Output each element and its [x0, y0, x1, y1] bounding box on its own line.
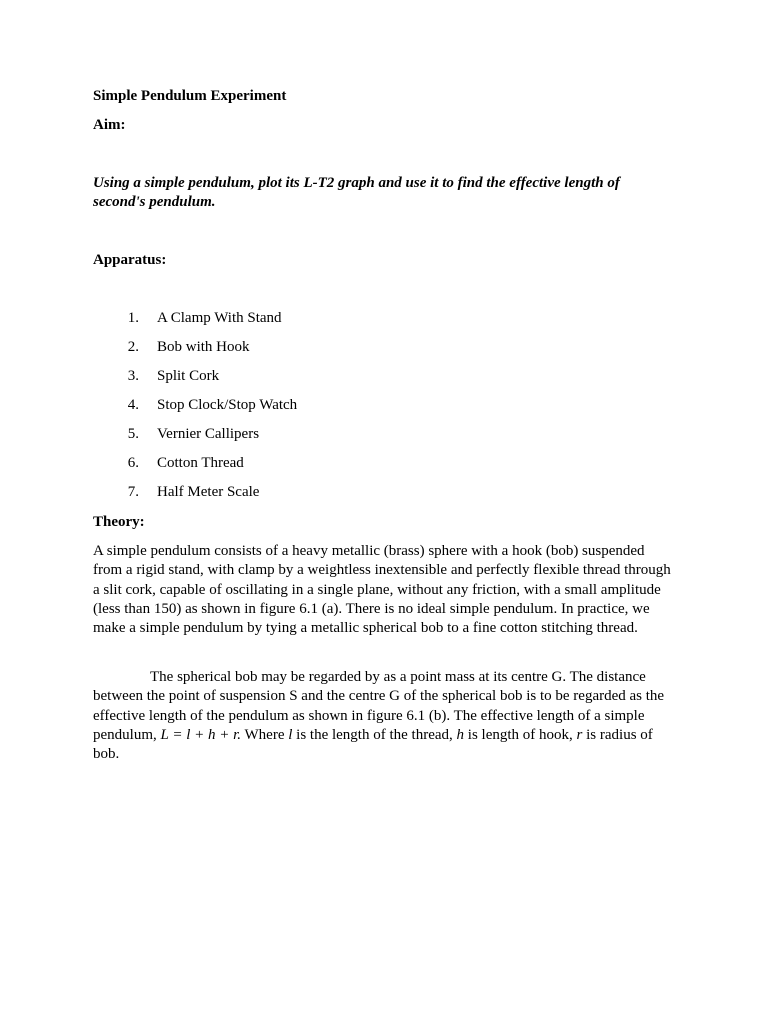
variable-h: h: [456, 726, 465, 743]
document-title: Simple Pendulum Experiment: [93, 88, 287, 104]
aim-text: Using a simple pendulum, plot its L-T2 graph and use it to find the effective length of second's pendulum.: [93, 175, 620, 210]
list-item-text: Split Cork: [157, 368, 220, 384]
list-number: 4.: [127, 397, 139, 413]
list-item: [93, 310, 297, 339]
list-item-text: Cotton Thread: [157, 455, 244, 471]
theory-heading: Theory:: [93, 514, 145, 530]
list-item: [93, 397, 297, 426]
list-number: 2.: [127, 339, 139, 355]
theory-paragraph-1: A simple pendulum consists of a heavy metallic (brass) sphere with a hook (bob) suspended from a rigid stand, with clamp by a weightless inextensible and perfectly flexible thread through a slit cork, capable of oscillating in a single plane, without any friction, with a small amplitude (less than 150) as shown in figure 6.1 (a). There is no ideal simple pendulum. In practice, we make a simple pendulum by tying a metallic spherical bob to a fine cotton stitching thread.: [93, 543, 671, 637]
aim-heading: Aim:: [93, 117, 126, 133]
list-number: 6.: [127, 455, 139, 471]
variable-l: l: [288, 726, 293, 743]
list-item-text: Vernier Callipers: [157, 426, 260, 442]
paragraph-text: The spherical bob may be regarded by as a point mass at its centre G. The distance between the point of suspension S and the centre G of the spherical bob is to be regarded as the effective length of the pendulum as shown in figure 6.1 (b). The effective length of a simple pendulum,: [93, 669, 665, 743]
theory-paragraph-2: [93, 668, 671, 764]
formula: L = l + h + r.: [160, 726, 242, 743]
paragraph-text: is radius of bob.: [93, 726, 653, 763]
list-item-text: Stop Clock/Stop Watch: [157, 397, 298, 413]
list-item: [93, 339, 297, 368]
list-number: 7.: [127, 484, 139, 500]
paragraph-text: is the length of the thread,: [292, 726, 457, 743]
list-item: [93, 484, 297, 513]
list-item-text: Half Meter Scale: [157, 484, 260, 500]
list-item-text: Bob with Hook: [157, 339, 250, 355]
list-item: [93, 368, 297, 397]
list-number: 5.: [127, 426, 139, 442]
apparatus-list: [93, 310, 297, 513]
list-item: [93, 455, 297, 484]
paragraph-text: Where: [241, 726, 289, 743]
list-item: [93, 426, 297, 455]
list-item-text: A Clamp With Stand: [157, 310, 282, 326]
list-number: 3.: [127, 368, 139, 384]
variable-r: r: [576, 726, 583, 743]
paragraph-text: is length of hook,: [464, 726, 577, 743]
apparatus-heading: Apparatus:: [93, 252, 167, 268]
list-number: 1.: [127, 310, 139, 326]
